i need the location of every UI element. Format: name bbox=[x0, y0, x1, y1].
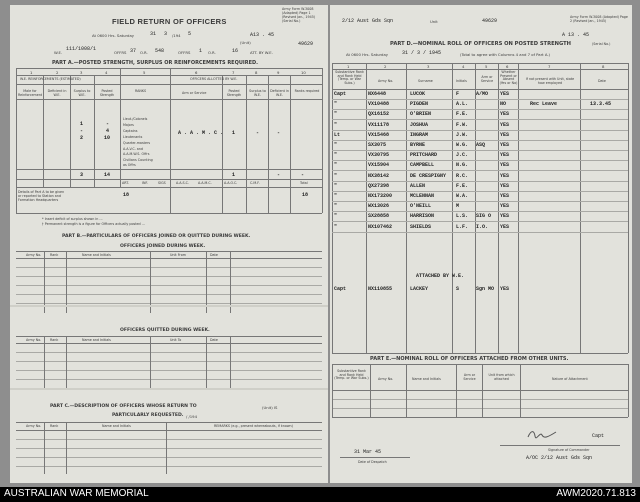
offrs-value-2: 1 bbox=[199, 48, 203, 54]
roll-cell-present: YES bbox=[500, 172, 510, 179]
part-a-title: PART A.—POSTED STRENGTH, SURPLUS OR REINFORCEMENTS REQUIRED. bbox=[52, 60, 259, 66]
rcol-head-arm: Arm or Service bbox=[480, 75, 494, 83]
total-note: (Total to agree with Columns 4 and 7 of Part A.) bbox=[460, 52, 551, 57]
col4-val-3: 10 bbox=[104, 135, 111, 141]
quitted-head-date: Date bbox=[210, 338, 218, 342]
joined-head-army-no: Army No. bbox=[26, 253, 42, 257]
col-num-9: 9 bbox=[277, 70, 280, 75]
roll-cell-name: DE CRESPIGNY bbox=[410, 172, 447, 179]
part-c-head-name: Name and Initials bbox=[102, 424, 131, 428]
col-head-4: Posted Strength bbox=[99, 89, 115, 97]
joined-head-name: Name and Initials bbox=[82, 253, 111, 257]
roll-cell-rank: " bbox=[334, 223, 338, 230]
part-b-title: PART B.—PARTICULARS OF OFFICERS JOINED OR QUITTED DURING WEEK. bbox=[62, 234, 251, 239]
rcol-num-8: 8 bbox=[602, 64, 605, 69]
roll-cell-rank: " bbox=[334, 193, 338, 199]
arm-service-value: A . A . M . C . bbox=[178, 130, 224, 136]
we-label: W.E. bbox=[54, 50, 63, 55]
roll-cell-init: F bbox=[456, 91, 460, 97]
rcol-head-employed: If not present with Unit, state how employed bbox=[525, 77, 575, 85]
we-reinforcements-label: W.E. REINFORCEMENTS (ESTIMATED) bbox=[20, 77, 81, 81]
we-number: 111/1008/1 bbox=[66, 46, 97, 52]
roll-cell-name: PRITCHARD bbox=[410, 152, 438, 159]
footer-bar bbox=[0, 487, 640, 502]
attached-label: ATTACHED BY W.E. bbox=[416, 273, 465, 279]
offrs-allotted-label: OFFICERS ALLOTTED BY W.E. bbox=[190, 77, 238, 81]
ecol-head-unit: Unit from which attached bbox=[488, 373, 515, 381]
roll-cell-no: NX38142 bbox=[368, 172, 390, 179]
footer-source: AUSTRALIAN WAR MEMORIAL bbox=[4, 488, 149, 499]
col-num-8: 8 bbox=[255, 70, 258, 75]
roll-cell-name: SHIELDS bbox=[410, 223, 432, 230]
footnote-1: * Insert deficit of surplus shown in ... bbox=[42, 217, 103, 221]
rank-civilians: Civilians Counting bbox=[123, 158, 153, 162]
quitted-head-name: Name and Initials bbox=[82, 338, 111, 342]
rank-aavc: A.A.V.C. and bbox=[123, 147, 143, 151]
rcol-num-1: 1 bbox=[347, 64, 350, 69]
serial-number: 49629 bbox=[298, 41, 314, 47]
attached-arm: Sgn MO bbox=[476, 286, 495, 292]
roll-cell-present: YES bbox=[500, 111, 510, 118]
col-head-9: Deficient in W.E. bbox=[270, 89, 289, 97]
total-col3: 3 bbox=[80, 172, 84, 178]
col-num-2: 2 bbox=[56, 70, 59, 75]
roll-cell-rank: Lt bbox=[334, 131, 341, 138]
quitted-head-unit: Unit To bbox=[170, 338, 182, 342]
rank-civilians-2: as Offrs bbox=[123, 163, 136, 167]
left-form-page: Army Form W.3008 (Adapted) Page 1 (Revised Jan., 1945) (Serial No.) FIELD RETURN OF OFFICERS At 0600 Hrs. Saturday 31 3 /194 5 A13 . 45 (Unit) 49629 W.E. 111/1008/1 OFFRS 37 O.R. 548 OFFRS 1 O.R. 16 ATT. BY W.E. PART A.—POSTED STRENGTH, SURPLUS OR REINFORCEMENTS REQUIRED. 1 2 3 4 5 6 7 8 9 10 W.E. REINFORCEMENTS (ESTIMATED) OFFICERS ALLOTTED BY W.E. Male for Reinforcement Deficient in W.E. Surplus to W.E. Posted Strength RANKS Arm or Service Posted Strength Surplus to W.E. Deficient in W.E. Ranks required Lieut./Colonels Majors Captains Lieutenants Quarter-masters A.A.V.C. and A.A.M.W.S. Offrs Civilians Counting as Offrs 1 - 2 - 4 10 A . A . M . C . 1 - - 3 14 1 - - Details of Part A to be given or reported to Station and Formation Headquarters ART. INF. SIGS A.A.S.C. A.A.M.C. A.A.O.C. C.M.F. Total 18 18 * Insert deficit of surplus shown in ... † Permanent strength is a figure for Officers actually posted ... PART B.—PARTICULARS OF OFFICERS JOINED OR QUITTED DURING WEEK. OFFICERS JOINED DURING WEEK. Army No. Rank Name and Initials Unit From Date OFFICERS QUITTED DURING WEEK. Army No. Rank Name and Initials Unit To Date PART C.—DESCRIPTION OF OFFICERS WHOSE RETURN TO (Unit) IS PARTICULARLY REQUESTED. / /194 Army No. Rank Name and Initials REMARKS (e.g., present whereabouts, if known) bbox=[10, 5, 328, 483]
roll-cell-name: O'BRIEN bbox=[410, 111, 432, 118]
at-line: At 0600 Hrs. Saturday bbox=[92, 33, 135, 38]
roll-cell-arm: A/MO bbox=[476, 91, 489, 97]
unit-stamp-right: A 13 . 45 bbox=[562, 32, 590, 38]
roll-cell-present: YES bbox=[500, 121, 510, 128]
roll-cell-no: SX28858 bbox=[368, 213, 390, 220]
offrs-label-2: OFFRS bbox=[178, 50, 191, 55]
rank-quartermasters: Quarter-masters bbox=[123, 141, 151, 145]
col4-val-1: - bbox=[106, 121, 110, 127]
roll-cell-rank: " bbox=[334, 162, 338, 169]
attached-rank: Capt bbox=[334, 286, 347, 292]
roll-cell-init: F.E. bbox=[456, 111, 469, 118]
signature-rank: Capt bbox=[592, 433, 605, 439]
roll-cell-init: W.G. bbox=[456, 142, 469, 148]
col-head-2: Deficient in W.E. bbox=[47, 89, 67, 97]
total-col4: 14 bbox=[104, 172, 111, 178]
unit-label-right: Unit bbox=[430, 19, 438, 24]
part-c-date: / /194 bbox=[186, 414, 198, 419]
roll-cell-no: VX15468 bbox=[368, 131, 390, 138]
roll-cell-no: NX6448 bbox=[368, 91, 387, 97]
rcol-num-2: 2 bbox=[384, 64, 387, 69]
form-reference: Army Form W.3008 (Adapted) Page 1 (Revised Jan., 1945) (Serial No.) bbox=[282, 7, 316, 23]
rank-lieut-colonels: Lieut./Colonels bbox=[123, 117, 148, 121]
summary-head-total: Total bbox=[300, 181, 308, 185]
ecol-head-army-no: Army No. bbox=[378, 377, 394, 381]
col3-val-1: 1 bbox=[80, 121, 84, 127]
roll-cell-init: W.A. bbox=[456, 193, 469, 199]
col9-value: - bbox=[277, 130, 281, 136]
footnote-2: † Permanent strength is a figure for Officers actually posted ... bbox=[42, 222, 145, 226]
roll-cell-no: QX16152 bbox=[368, 111, 390, 118]
roll-cell-rank: " bbox=[334, 142, 338, 148]
summary-val-1: 18 bbox=[123, 192, 130, 198]
date-right: 31 / 3 / 1945 bbox=[402, 50, 442, 56]
col-num-4: 4 bbox=[105, 70, 108, 75]
ecol-head-name: Name and Initials bbox=[412, 377, 441, 381]
roll-cell-present: YES bbox=[500, 203, 510, 210]
rcol-head-surname: Surname bbox=[418, 79, 433, 83]
roll-cell-no: NX173200 bbox=[368, 193, 393, 199]
roll-cell-no: VX11178 bbox=[368, 121, 390, 128]
summary-head-cmf: C.M.F. bbox=[250, 181, 260, 185]
roll-cell-init: J.W. bbox=[456, 131, 469, 138]
col3-val-2: - bbox=[80, 128, 84, 134]
roll-cell-rank: Capt bbox=[334, 91, 347, 97]
roll-cell-name: CAMPBELL bbox=[410, 162, 435, 169]
roll-cell-present: YES bbox=[500, 182, 510, 189]
roll-cell-name: HARRISON bbox=[410, 213, 435, 220]
col8-value: - bbox=[256, 130, 260, 136]
col-head-10: Ranks required bbox=[294, 89, 320, 93]
offrs-label: OFFRS bbox=[114, 50, 127, 55]
roll-cell-rank: " bbox=[334, 213, 338, 220]
roll-cell-name: JOSHUA bbox=[410, 121, 429, 128]
col3-val-3: 2 bbox=[80, 135, 84, 141]
rcol-head-army-no: Army No. bbox=[378, 79, 394, 83]
roll-cell-present: YES bbox=[500, 223, 510, 230]
attached-army-no: NX110855 bbox=[368, 286, 393, 292]
attached-surname: LACKEY bbox=[410, 286, 429, 292]
fold-crease-2 bbox=[10, 388, 328, 390]
date-day: 31 bbox=[150, 31, 157, 37]
roll-cell-no: QX27398 bbox=[368, 182, 390, 189]
handwritten-signature bbox=[526, 428, 558, 440]
roll-cell-init: L.F. bbox=[456, 223, 469, 230]
roll-cell-name: PIGDEN bbox=[410, 101, 429, 108]
col-head-6: Arm or Service bbox=[182, 91, 207, 95]
unit-stamp: A13 . 45 bbox=[250, 32, 275, 38]
part-e-title: PART E.—NOMINAL ROLL OF OFFICERS ATTACHED FROM OTHER UNITS. bbox=[370, 356, 569, 362]
summary-head-inf: INF. bbox=[142, 181, 148, 185]
right-form-page bbox=[330, 5, 632, 483]
part-d-title: PART D.—NOMINAL ROLL OF OFFICERS ON POSTED STRENGTH bbox=[390, 41, 572, 47]
rcol-head-rank: Substantive Rank and Rank Held (Temp. or War Subs.) bbox=[335, 70, 364, 85]
total-col10: - bbox=[301, 172, 305, 178]
roll-cell-rank: " bbox=[334, 182, 338, 189]
roll-cell-no: VX30795 bbox=[368, 152, 390, 159]
roll-cell-name: INGRAM bbox=[410, 131, 429, 138]
date-month: 3 bbox=[164, 31, 168, 37]
part-c-head-army-no: Army No. bbox=[26, 424, 42, 428]
roll-cell-name: O'NEILL bbox=[410, 203, 432, 210]
roll-cell-rank: " bbox=[334, 203, 338, 210]
rcol-num-3: 3 bbox=[427, 64, 430, 69]
despatch-label: Date of Despatch bbox=[358, 460, 387, 464]
roll-cell-where: Rec Leave bbox=[530, 101, 558, 108]
part-c-requested: PARTICULARLY REQUESTED. bbox=[112, 413, 184, 418]
col-head-1: Male for Reinforcement bbox=[18, 89, 43, 97]
roll-cell-init: R.C. bbox=[456, 172, 469, 179]
col-head-8: Surplus to W.E. bbox=[249, 89, 266, 97]
roll-cell-present: YES bbox=[500, 213, 510, 220]
roll-cell-no: WX13026 bbox=[368, 203, 390, 210]
rcol-num-7: 7 bbox=[548, 64, 551, 69]
roll-cell-init: M bbox=[456, 203, 460, 210]
roll-cell-init: L.S. bbox=[456, 213, 469, 220]
col4-val-2: 4 bbox=[106, 128, 110, 134]
roll-cell-no: SX3075 bbox=[368, 142, 387, 148]
rcol-head-initials: Initials bbox=[456, 79, 467, 83]
footer-accession-number: AWM2020.71.813 bbox=[556, 488, 636, 499]
rcol-num-6: 6 bbox=[506, 64, 509, 69]
total-col7: 1 bbox=[232, 172, 236, 178]
col-head-7: Posted Strength bbox=[226, 89, 242, 97]
part-c-head-remarks: REMARKS (e.g., present whereabouts, if known) bbox=[214, 424, 293, 428]
summary-label: Details of Part A to be given or reported to Station and Formation Headquarters bbox=[18, 190, 65, 202]
unit-label: (Unit) bbox=[240, 40, 251, 45]
col-num-1: 1 bbox=[30, 70, 33, 75]
roll-cell-present: YES bbox=[500, 131, 510, 138]
offrs-value: 37 bbox=[130, 48, 137, 54]
roll-cell-rank: " bbox=[334, 111, 338, 118]
signature-unit: A/OC 2/12 Aust Gds Sqn bbox=[526, 455, 593, 461]
fold-crease bbox=[10, 305, 328, 307]
roll-cell-rank: " bbox=[334, 172, 338, 179]
roll-cell-name: LUCOK bbox=[410, 91, 426, 97]
roll-cell-present: YES bbox=[500, 193, 510, 199]
quitted-head-rank: Rank bbox=[50, 338, 59, 342]
summary-head-sigs: SIGS bbox=[158, 181, 166, 185]
unit-header: 2/12 Aust Gds Sqn bbox=[342, 18, 394, 24]
col-head-5: RANKS bbox=[135, 89, 147, 93]
joined-title: OFFICERS JOINED DURING WEEK. bbox=[120, 244, 206, 249]
col-num-10: 10 bbox=[301, 70, 306, 75]
roll-cell-init: F.W. bbox=[456, 121, 469, 128]
roll-cell-present: YES bbox=[500, 142, 510, 148]
roll-cell-arm: SIG O bbox=[476, 213, 492, 220]
or-value-2: 16 bbox=[232, 48, 239, 54]
roll-cell-no: VX10488 bbox=[368, 101, 390, 108]
roll-cell-arm: ASQ bbox=[476, 142, 486, 148]
or-label-2: O.R. bbox=[208, 50, 216, 55]
summary-head-aaoc: A.A.O.C. bbox=[224, 181, 238, 185]
form-title: FIELD RETURN OF OFFICERS bbox=[112, 17, 227, 26]
ecol-head-rank: Substantive Rank and Rank Held (Temp. or War Subs.) bbox=[334, 369, 369, 381]
form-reference-right: Army Form W.3008 (Adapted) Page 2 (Revised Jan., 1945) bbox=[570, 15, 628, 23]
part-c-head-rank: Rank bbox=[50, 424, 59, 428]
or-value: 548 bbox=[155, 48, 165, 54]
date-year: 5 bbox=[188, 31, 192, 37]
quitted-title: OFFICERS QUITTED DURING WEEK. bbox=[120, 328, 210, 333]
rcol-head-date: Date bbox=[598, 79, 606, 83]
quitted-head-army-no: Army No. bbox=[26, 338, 42, 342]
roll-cell-init: J.C. bbox=[456, 152, 469, 159]
roll-cell-no: NX107462 bbox=[368, 223, 393, 230]
rank-majors: Majors bbox=[123, 123, 134, 127]
roll-cell-init: F.E. bbox=[456, 182, 469, 189]
summary-head-aasc: A.A.S.C. bbox=[176, 181, 189, 185]
att-label: ATT. BY W.E. bbox=[250, 50, 273, 55]
rank-captains: Captains bbox=[123, 129, 138, 133]
roll-cell-present: YES bbox=[500, 91, 510, 97]
roll-cell-name: BYRNE bbox=[410, 142, 426, 148]
roll-cell-rank: " bbox=[334, 152, 338, 159]
rank-aamws: A.A.M.W.S. Offrs bbox=[123, 152, 150, 156]
roll-cell-init: N.G. bbox=[456, 162, 469, 169]
at-line-right: At 0600 Hrs. Saturday bbox=[346, 52, 389, 57]
serial-label-right: (Serial No.) bbox=[592, 42, 611, 46]
col-num-7: 7 bbox=[232, 70, 235, 75]
summary-val-total: 18 bbox=[302, 192, 309, 198]
roll-cell-date: 13.3.45 bbox=[590, 101, 612, 108]
roll-cell-rank: " bbox=[334, 101, 338, 108]
ecol-head-nature: Nature of Attachment bbox=[552, 377, 588, 381]
rank-lieutenants: Lieutenants bbox=[123, 135, 143, 139]
or-label: O.R. bbox=[140, 50, 148, 55]
attached-present: YES bbox=[500, 286, 510, 292]
roll-cell-name: MCLENNAN bbox=[410, 193, 435, 199]
roll-cell-arm: I.O. bbox=[476, 223, 489, 230]
part-c-unit-label: (Unit) IS bbox=[262, 405, 278, 410]
summary-head-art: ART. bbox=[122, 181, 129, 185]
roll-cell-present: YES bbox=[500, 162, 510, 169]
rcol-num-5: 5 bbox=[485, 64, 488, 69]
rcol-head-present: Whether Present or Absent (Yes or No) bbox=[499, 70, 518, 85]
signature-label: Signature of Commander bbox=[548, 448, 590, 452]
roll-cell-present: NO bbox=[500, 101, 507, 108]
summary-head-aamc: A.A.M.C. bbox=[198, 181, 212, 185]
roll-cell-init: A.L. bbox=[456, 101, 469, 108]
total-col9: - bbox=[277, 172, 281, 178]
roll-cell-no: VX15904 bbox=[368, 162, 390, 169]
col7-value: 1 bbox=[232, 130, 236, 136]
joined-head-rank: Rank bbox=[50, 253, 59, 257]
col-head-3: Surplus to W.E. bbox=[73, 89, 91, 97]
col-num-3: 3 bbox=[80, 70, 83, 75]
ecol-head-arm: Arm or Service bbox=[463, 373, 476, 381]
col-num-5: 5 bbox=[143, 70, 146, 75]
joined-head-unit: Unit From bbox=[170, 253, 186, 257]
rcol-num-4: 4 bbox=[462, 64, 465, 69]
roll-cell-rank: " bbox=[334, 121, 338, 128]
roll-cell-present: YES bbox=[500, 152, 510, 159]
despatch-date: 31 Mar 45 bbox=[354, 449, 382, 455]
col-num-6: 6 bbox=[195, 70, 198, 75]
joined-head-date: Date bbox=[210, 253, 218, 257]
serial-number-right: 49629 bbox=[482, 18, 498, 24]
roll-cell-name: ALLEN bbox=[410, 182, 426, 189]
attached-initials: S bbox=[456, 286, 460, 292]
part-c-title: PART C.—DESCRIPTION OF OFFICERS WHOSE RETURN TO bbox=[50, 404, 197, 409]
